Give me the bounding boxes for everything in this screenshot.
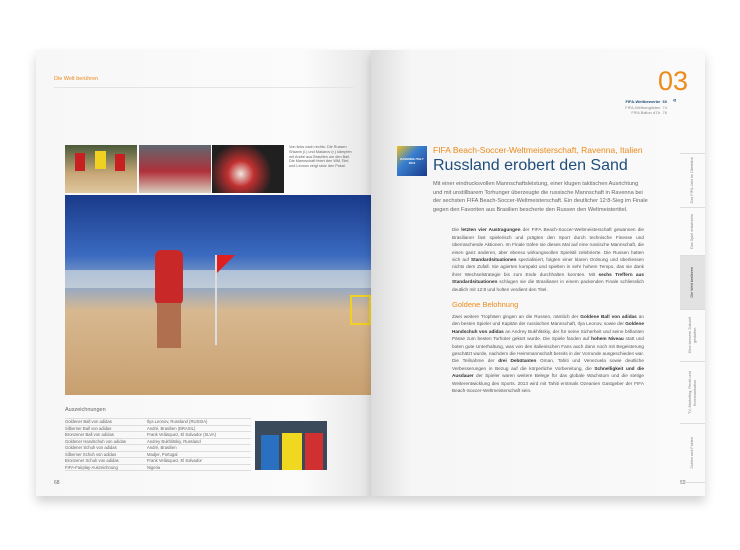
award-name: Goldener Ball von adidas: [65, 419, 112, 424]
chapter-toc: [625, 99, 667, 116]
toc-item[interactable]: [625, 110, 667, 116]
awards-table: [65, 418, 251, 471]
tab-fifa-jahr[interactable]: [680, 153, 705, 207]
photo-caption: Von links nach rechts: Die Russen Shkarin (l.) und Makarov (r.) kämpfen mit André aus Brasilien um den Ball. Die Mannschaft feiert den WM-Titel, und Leonov zeigt stolz den Pokal.: [289, 145, 352, 169]
subheading: Goldene Belohnung: [452, 300, 519, 310]
text-run: Oman, Tahiti und Venezuela sowie deutliche Verbesserungen in Bezug auf die körperliche Vorbereitung, die: [452, 358, 644, 371]
text-run: Zwei weitere Trophäen gingen an die Russen, nämlich der: [452, 314, 581, 320]
article-intro: Mit einer eindrucksvollen Mannschaftsleistung, einer klugen taktischen Ausrichtung und mit unstillbarem Torhunger überzeugte die russische Mannschaft in Ravenna bei der sechsten FIFA Beach-Soccer-Weltmeisterschaft. Ein deutlicher 12:8-Sieg im Finale gegen den Favoriten aus Brasilien bescherte den Russen den Weltmeistertitel.: [433, 181, 648, 213]
article-kicker: FIFA Beach-Soccer-Weltmeisterschaft, Ravenna, Italien: [433, 145, 643, 155]
bold-phrase: sechs Treffern aus Standardsituationen: [452, 271, 644, 285]
tab-tv-marketing[interactable]: [680, 361, 705, 423]
page-number: 69: [680, 480, 686, 486]
article: [433, 145, 648, 395]
text-run: an Andrey Bukhlitskiy, der für seine Sicherheit und seine brillanten Pässe zum besten Torhüter gekürt wurde. Die Spiele fanden auf: [452, 328, 644, 342]
bold-phrase: Goldene Handschuh von adidas: [452, 321, 644, 334]
toc-page: 60: [662, 99, 667, 104]
awards-title: Auszeichnungen: [65, 407, 106, 413]
bold-phrase: letzten vier Austragungen: [461, 227, 521, 233]
award-name: Goldener Schuh von adidas: [65, 445, 117, 450]
bold-phrase: Standardsituationen: [471, 257, 517, 262]
award-winner: Andrey Bukhlitskiy, Russland: [147, 438, 201, 444]
table-row: [65, 465, 251, 472]
tab-zahlen-fakten[interactable]: [680, 423, 705, 483]
award-winner: Frank Velásquez, El Salvador (SLVA): [147, 432, 216, 437]
text-run: der Spieler waren weitere Belege für das globale Wachstum und die stetige Weiterentwicklung des Sports. 2013 wird mit Tahiti erstmals Ozeanien Gastgeber der FIFA Beach-Soccer-Weltmeisterschaft sein.: [452, 373, 644, 394]
tab-label: Eine bessere Zukunft gestalten: [687, 317, 697, 354]
award-winner: Frank Velásquez, El Salvador: [147, 458, 202, 463]
award-winner: André, Brasilien: [147, 445, 177, 450]
toc-marker-icon: «: [673, 98, 677, 104]
section-header: Die Welt berühren: [54, 76, 99, 82]
award-name: FIFA-Fairplay-Auszeichnung: [65, 464, 118, 470]
tab-bessere-zukunft[interactable]: [680, 309, 705, 361]
left-page: [36, 50, 371, 496]
article-paragraph-2: [452, 313, 644, 394]
article-title: Russland erobert den Sand: [433, 157, 628, 174]
text-run: schlugen sie die Brasilianer in einem packenden Finale schliesslich deutlich mit 12:8 und holten verdient den Titel.: [452, 279, 644, 292]
toc-page: 74: [662, 104, 667, 110]
award-winner: Ilya Leonov, Russland (RUSSIA): [147, 419, 208, 424]
bold-phrase: Goldene Ball von adidas: [580, 314, 637, 320]
award-winner: André, Brasilien (BRASIL): [147, 425, 196, 431]
text-run: an den besten Spieler und Kapitän der russischen Mannschaft, Ilya Leonov, sowie der: [452, 314, 644, 327]
right-page: [371, 50, 705, 496]
bold-phrase: drei Debütanten: [498, 358, 537, 364]
toc-page: 76: [662, 110, 667, 115]
tournament-logo: RAVENNA ITALY 2011: [397, 146, 427, 176]
chapter-number: 03: [658, 66, 689, 96]
award-name: Goldener Handschuh von adidas: [65, 438, 126, 444]
toc-label: FIFA-Weltranglisten: [625, 104, 661, 110]
tab-label: TV, Marketing, Recht und Kommunikation: [687, 371, 697, 414]
tab-spiel-entwickeln[interactable]: [680, 207, 705, 255]
tab-label: Die Welt berühren: [690, 267, 694, 298]
text-run: der FIFA Beach-Soccer-Weltmeisterschaft gewannen die Brasilianer fast spielerisch und prägten den Sport durch technische Finesse und überraschende Aktionen. Im Finale trafen sie dieses Mal auf eine russische Mannschaft, die einen ganz anderen, aber ebenso wirkungsvollen Spielstil zelebrierte. Die Russen hatten sich auf: [452, 227, 644, 262]
photo-trophy: [212, 145, 284, 193]
award-name: Silberner Schuh von adidas: [65, 451, 117, 457]
tab-welt-beruehren[interactable]: [680, 255, 705, 309]
article-paragraph-1: [452, 226, 644, 293]
divider: [54, 87, 354, 88]
bold-phrase: hohem Niveau: [591, 336, 624, 342]
tab-label: Zahlen und Fakten: [690, 437, 694, 469]
photo-match-action: [65, 145, 137, 193]
award-name: Silberner Ball von adidas: [65, 425, 112, 431]
toc-label: FIFA-Wettbewerbe: [625, 99, 661, 104]
award-name: Bronzener Ball von adidas: [65, 432, 114, 437]
tab-label: Das FIFA-Jahr im Überblick: [690, 157, 694, 204]
award-winner: Madjer, Portugal: [147, 451, 178, 457]
bold-phrase: Schnelligkeit und die Ausdauer: [452, 365, 644, 379]
player-figure: [155, 250, 183, 305]
text-run: Die: [452, 227, 462, 233]
toc-label: FIFA Ballon d'Or: [631, 110, 661, 115]
photo-team-celebration: [139, 145, 211, 193]
tab-label: Das Spiel entwickeln: [690, 213, 694, 250]
page-number: 68: [54, 480, 60, 486]
photo-award-winners: [255, 421, 327, 470]
award-winner: Nigeria: [147, 464, 161, 470]
text-run: statt und boten gute Unterhaltung, was von den italienischen Fans auch dann noch mit Begeisterung geschätzt wurde, nachdem die Heimmannschaft bereits in der Vorrunde ausgeschieden war. Die Teilnahme der: [452, 336, 644, 364]
text-run: spezialisiert, folgten einer klaren Ordnung und überliessen nichts dem Zufall. Sie agierten kompakt und spielten in sehr hohem Tempo, das sie dank ihrer Wechselstrategie bis zum Ende durchhalten konnten. Mit: [452, 257, 644, 277]
award-name: Bronzener Schuh von adidas: [65, 458, 119, 463]
main-photo-beach-soccer: [65, 195, 371, 395]
